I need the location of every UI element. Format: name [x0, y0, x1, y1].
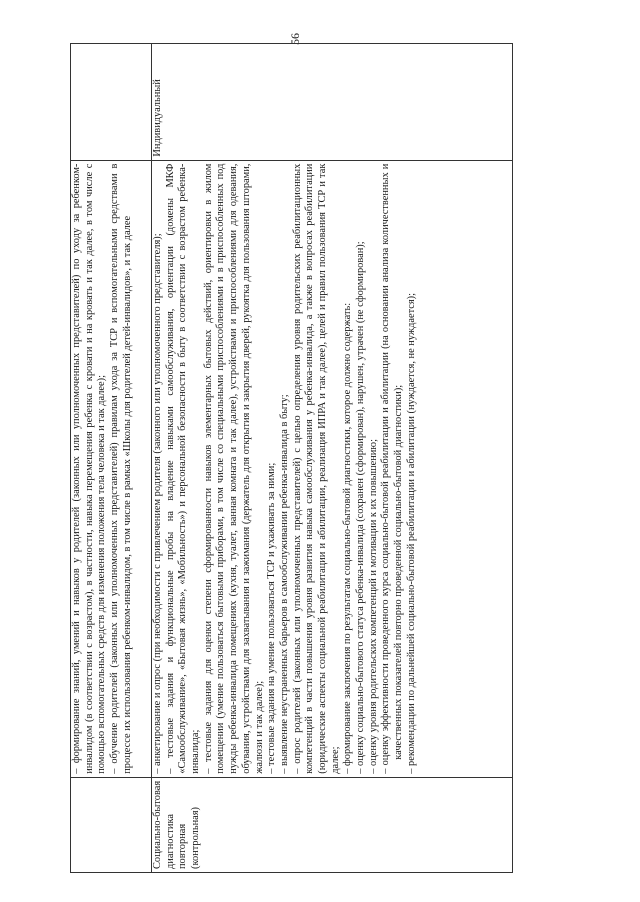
rotated-document — [70, 33, 570, 873]
table-row — [71, 44, 152, 873]
cell-service-name: Социально-бытовая диагностика повторная (контрольная) — [152, 777, 513, 872]
table-row — [152, 44, 513, 873]
sub-list-item: – оценку социально-бытового статуса ребенка-инвалида (сохранен (сформирован), нарушен, утрачен (не сформирован); — [355, 241, 366, 774]
list-item: – формирование заключения по результатам социально-бытовой диагностики, которое должно содержать: — [342, 302, 354, 774]
sub-list-item: – рекомендации по дальнейшей социально-бытовой реабилитации и абилитации (нуждается, не нуждается); — [405, 292, 417, 774]
cell-service-name — [71, 777, 152, 872]
sub-list-item: – оценку эффективности проведенного курса социально-бытовой реабилитации и абилитации (на основании анализа количественных и качественных показателей повторно проведенной социально-бытовой диагностики); — [380, 163, 405, 774]
page-number: 56 — [288, 33, 302, 45]
cell-content — [152, 160, 513, 777]
cell-content — [71, 160, 152, 777]
list-item: – анкетирование и опрос (при необходимости с привлечением родителя (законного или уполномоченного представителя); — [152, 233, 163, 774]
list-item: – выявление неустраненных барьеров в самообслуживании ребенка-инвалида в быту; — [278, 394, 290, 774]
cell-form — [71, 44, 152, 161]
list-item: – формирование знаний, умений и навыков у родителей (законных или уполномоченных представителей) по уходу за ребенком-инвалидом (в соответствии с возрастом), в частности, навыка перемещения ребенка с кровати и на кровать и так далее, в том числе с помощью вспомогательных средств для изменения положения тела человека и так далее); — [71, 163, 108, 774]
content-table — [70, 43, 513, 873]
list-item: – тестовые задания на умение пользоваться ТСР и ухаживать за ними; — [266, 462, 278, 774]
list-item: – опрос родителей (законных или уполномоченных представителей) с целью определения уровня родительских реабилитационных компетенций в части повышения уровня развития навыка самообслуживания у ребенка-инвалида, а также в вопросах реабилитации (юридические аспекты социальной реабилитации и абилитации, реализация ИПРА и так далее), целей и правил пользования ТСР и так далее; — [291, 163, 341, 774]
list-item: – тестовые задания для оценки степени сформированности навыков элементарных бытовых действий, ориентировки в жилом помещении (умение пользоваться бытовыми приборами, в том числе со специальными приспособлениями и в приспособленных под нужды ребенка-инвалида помещениях (кухня, туалет, ванная комната и так далее), устройствами и приспособлениями для одевания, обувания, устройствами для захватывания и зажимания (держатель для открытия и закрытия дверей, рукоятка для пользования шторами, жалюзи и так далее); — [202, 163, 265, 774]
list-item: – тестовые задания и функциональные пробы на владение навыками самообслуживания, ориентации (домены МКФ «Самообслуживание», «Бытовая жизнь», «Мобильность») и персональной безопасности в быту в соответствии с возрастом ребенка-инвалида; — [164, 163, 202, 774]
sub-list-item: – оценку уровня родительских компетенций и мотивации к их повышению; — [367, 439, 379, 774]
cell-form: Индивидуальный — [152, 44, 513, 161]
list-item: – обучение родителей (законных или уполномоченных представителей) правилам ухода за ТСР и вспомогательными средствами в процессе их использования ребенком-инвалидом, в том числе в рамках «Школы для родителей детей-инвалидов», и так далее — [109, 163, 133, 774]
